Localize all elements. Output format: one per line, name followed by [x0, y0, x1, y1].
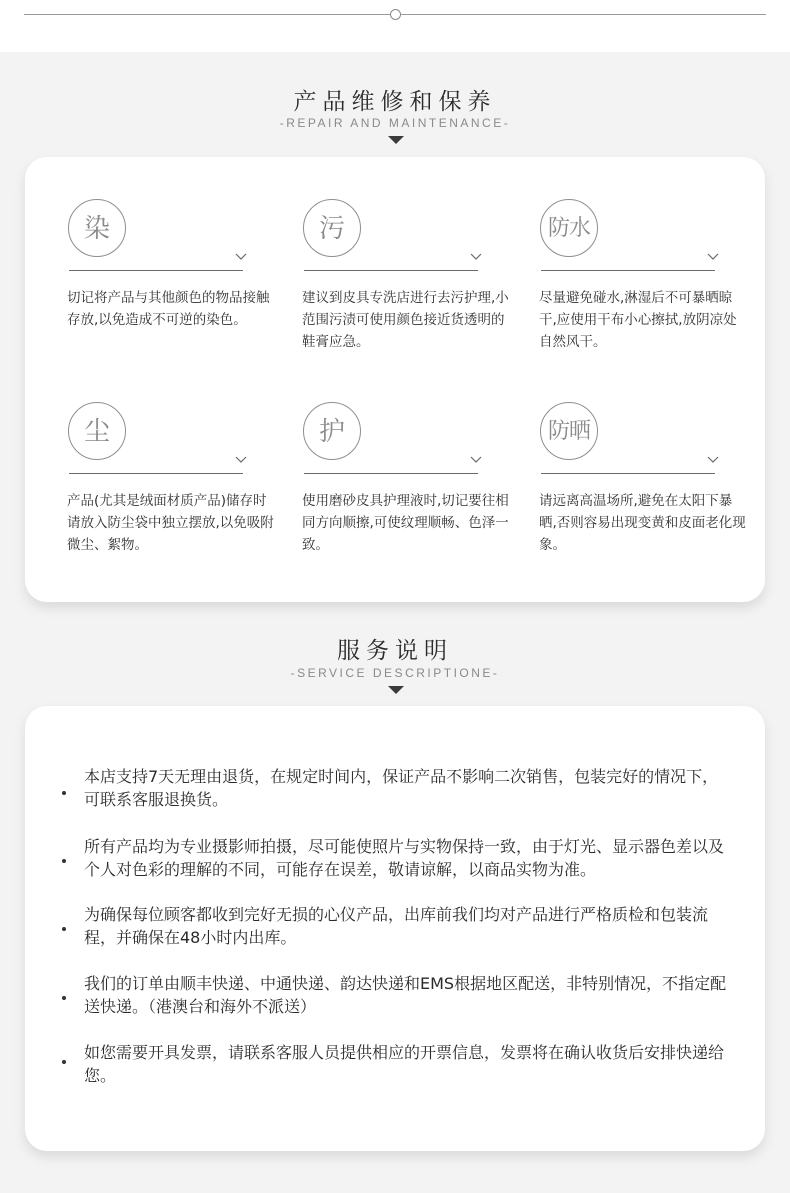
top-banner: [0, 0, 790, 52]
triangle-down-icon: [388, 686, 404, 694]
care-text: 使用磨砂皮具护理液时,切记要往相同方向顺擦,可使纹理顺畅、色泽一致。: [302, 493, 509, 553]
care-divider: [69, 270, 243, 271]
bullet-icon: [62, 1060, 66, 1064]
dye-icon: 染: [68, 199, 126, 257]
stain-icon: 污: [303, 199, 361, 257]
service-card: [25, 706, 765, 1151]
chevron-down-icon: [470, 253, 482, 261]
service-text: 我们的订单由顺丰快递、中通快递、韵达快递和EMS根据地区配送，非特别情况，不指定配送快递。（港澳台和海外不派送）: [84, 974, 727, 1016]
triangle-down-icon: [388, 136, 404, 144]
chevron-down-icon: [235, 253, 247, 261]
service-section-title: 服务说明: [337, 638, 453, 664]
care-divider: [304, 270, 478, 271]
bullet-icon: [62, 996, 66, 1000]
care-divider: [69, 473, 243, 474]
chevron-down-icon: [707, 456, 719, 464]
bullet-icon: [62, 859, 66, 863]
service-text: 本店支持7天无理由退货，在规定时间内，保证产品不影响二次销售，包装完好的情况下，可联系客服退换货。: [84, 767, 719, 809]
repair-section-title: 产品维修和保养: [293, 89, 497, 115]
repair-card: [25, 157, 765, 602]
bullet-icon: [62, 791, 66, 795]
service-section-subtitle: -SERVICE DESCRIPTIONE-: [290, 666, 500, 680]
care-divider: [541, 270, 715, 271]
protect-icon: 护: [303, 402, 361, 460]
care-text: 切记将产品与其他颜色的物品接触存放,以免造成不可逆的染色。: [67, 290, 270, 328]
care-text: 请远离高温场所,避免在太阳下暴晒,否则容易出现变黄和皮面老化现象。: [539, 493, 746, 553]
waterproof-icon: 防水: [540, 199, 598, 257]
care-text: 建议到皮具专洗店进行去污护理,小范围污渍可使用颜色接近货透明的鞋膏应急。: [302, 290, 509, 350]
bullet-icon: [62, 927, 66, 931]
chevron-down-icon: [707, 253, 719, 261]
service-text: 所有产品均为专业摄影师拍摄，尽可能使照片与实物保持一致，由于灯光、显示器色差以及个人对色彩的理解的不同，可能存在误差，敬请谅解，以商品实物为准。: [84, 837, 725, 879]
care-divider: [541, 473, 715, 474]
chevron-down-icon: [235, 456, 247, 464]
service-text: 如您需要开具发票，请联系客服人员提供相应的开票信息，发票将在确认收货后安排快递给您。: [84, 1043, 725, 1085]
dust-icon: 尘: [68, 402, 126, 460]
divider-circle-icon: [390, 9, 401, 20]
care-text: 尽量避免碰水,淋湿后不可暴晒晾干,应使用干布小心擦拭,放阴凉处自然风干。: [539, 290, 737, 350]
sunproof-icon: 防晒: [540, 402, 598, 460]
care-divider: [304, 473, 478, 474]
chevron-down-icon: [470, 456, 482, 464]
care-text: 产品(尤其是绒面材质产品)储存时请放入防尘袋中独立摆放,以免吸附微尘、絮物。: [67, 493, 274, 553]
service-text: 为确保每位顾客都收到完好无损的心仪产品，出库前我们均对产品进行严格质检和包装流程，并确保在48小时内出库。: [84, 905, 709, 947]
repair-section-subtitle: -REPAIR AND MAINTENANCE-: [279, 116, 511, 130]
